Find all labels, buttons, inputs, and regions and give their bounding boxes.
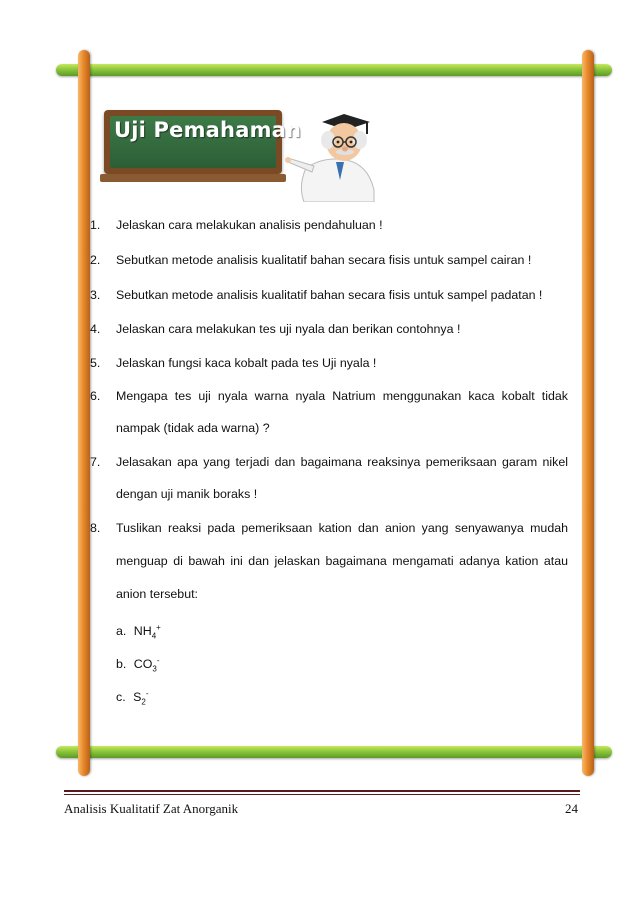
subitem-a (116, 620, 316, 644)
question-text: Jelaskan fungsi kaca kobalt pada tes Uji nyala ! (116, 356, 377, 370)
question-text-line: nampak (tidak ada warna) ? (116, 421, 270, 435)
subitem-letter: c. (116, 690, 126, 705)
question-number: 1. (90, 218, 101, 232)
subitem-c (116, 686, 316, 710)
professor-illustration (284, 110, 384, 202)
question-text-line: Mengapa tes uji nyala warna nyala Natrium menggunakan kaca kobalt tidak (116, 389, 568, 403)
footer-rule (64, 794, 580, 795)
question-number: 3. (90, 288, 101, 302)
subitem-b (116, 653, 316, 677)
footer-rule (64, 790, 580, 792)
question-number: 5. (90, 356, 101, 370)
question-number: 7. (90, 455, 101, 469)
subitem-letter: a. (116, 624, 127, 639)
page-number: 24 (565, 801, 578, 816)
frame-bottom-bar (56, 746, 612, 758)
question-text: Jelaskan cara melakukan analisis pendahuluan ! (116, 218, 383, 232)
question-text-line: menguap di bawah ini dan jelaskan bagaimana mengamati adanya kation atau (116, 554, 568, 568)
question-number: 4. (90, 322, 101, 336)
question-text-line: Tuslikan reaksi pada pemeriksaan kation dan anion yang senyawanya mudah (116, 521, 568, 535)
frame-left-bar (78, 50, 90, 776)
question-text-line: dengan uji manik boraks ! (116, 487, 258, 501)
footer-title: Analisis Kualitatif Zat Anorganik (64, 801, 239, 816)
question-number: 8. (90, 521, 101, 535)
question-text-line: anion tersebut: (116, 587, 198, 601)
frame-right-bar (582, 50, 594, 776)
formula: $S_2^-$ (133, 689, 149, 707)
subitem-letter: b. (116, 657, 127, 672)
question-number: 2. (90, 253, 101, 267)
formula: $NH_4^+$ (133, 623, 161, 641)
question-text: Jelaskan cara melakukan tes uji nyala dan berikan contohnya ! (116, 322, 461, 336)
formula: $CO_3^-$ (133, 656, 160, 674)
chalkboard-tray (100, 174, 286, 182)
frame-top-bar (56, 64, 612, 76)
question-text-line: Jelasakan apa yang terjadi dan bagaimana reaksinya pemeriksaan garam nikel (116, 455, 568, 469)
chalkboard (104, 110, 302, 174)
question-text: Sebutkan metode analisis kualitatif bahan secara fisis untuk sampel padatan ! (116, 288, 543, 302)
question-text: Sebutkan metode analisis kualitatif bahan secara fisis untuk sampel cairan ! (116, 253, 532, 267)
banner-title: Uji Pemahaman (114, 118, 302, 142)
question-number: 6. (90, 389, 101, 403)
